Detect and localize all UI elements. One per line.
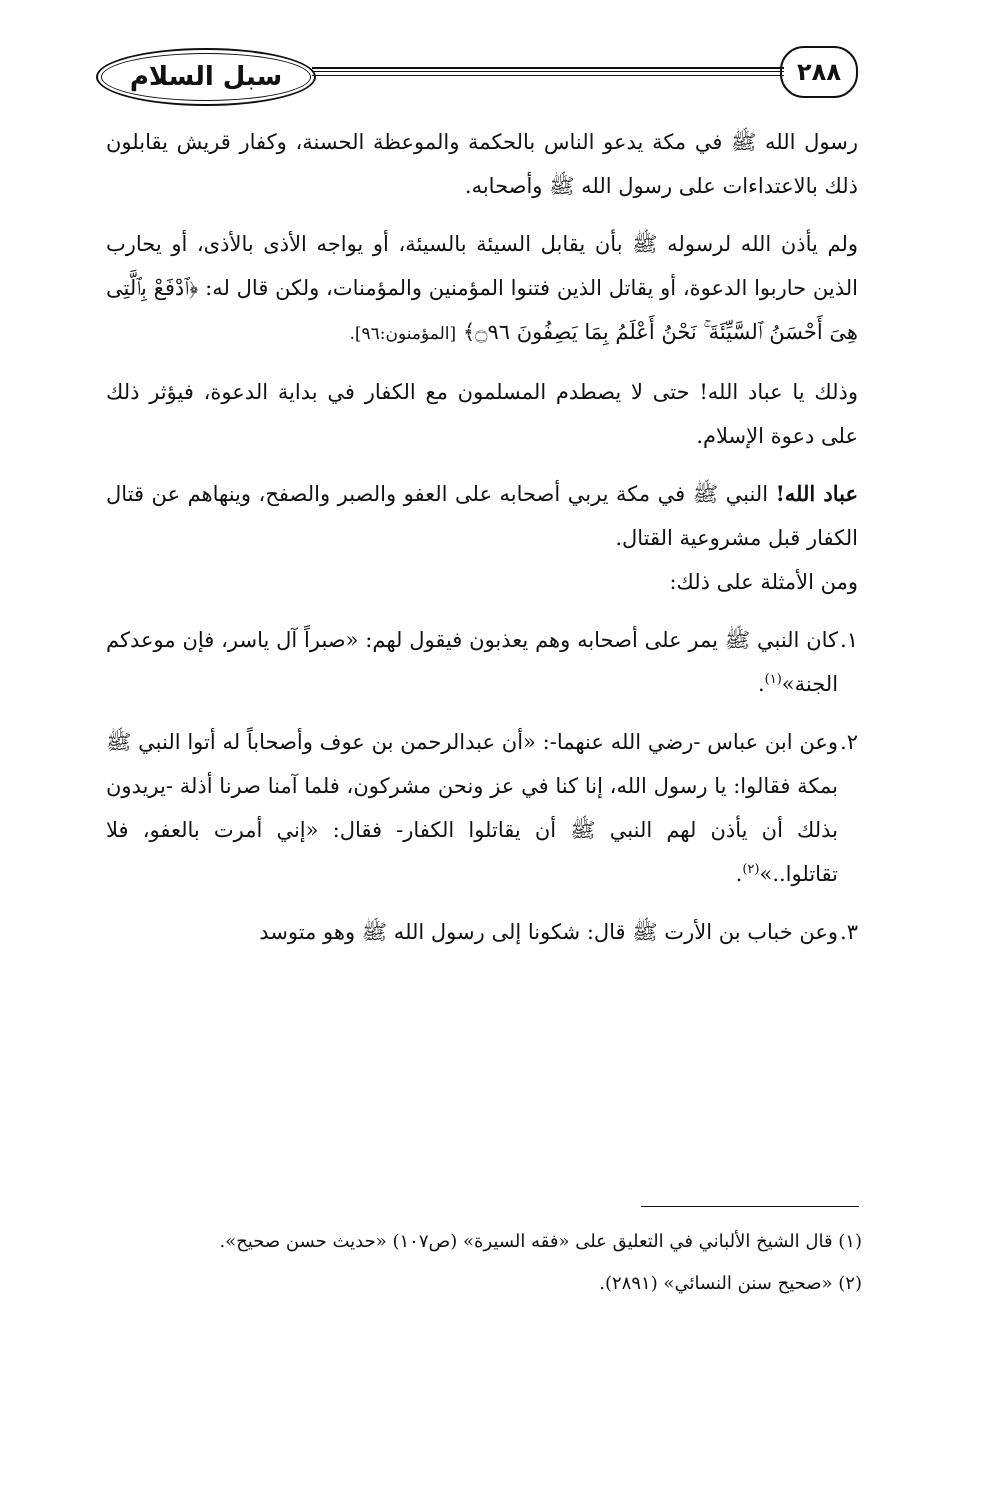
list-item-text: وعن ابن عباس -رضي الله عنهما-: «أن عبدالرحمن بن عوف وأصحاباً له أتوا النبي ﷺ بمكة فقالوا: يا رسول الله، إنا كنا في عز ونحن مشركون، فلما آمنا صرنا أذلة -يريدون بذلك أن يأذن لهم النبي ﷺ أن يقاتلوا الكفار- فقال: «إني أمرت بالعفو، فلا تقاتلوا..» [106, 730, 839, 886]
footnote-marker[interactable]: (٢) [742, 862, 760, 877]
paragraph: وذلك يا عباد الله! حتى لا يصطدم المسلمون مع الكفار في بداية الدعوة، فيؤثر ذلك على دعوة الإسلام. [106, 380, 858, 448]
paragraph [106, 222, 858, 356]
list-text [106, 618, 838, 706]
list-item-text: وعن خباب بن الأرت ﷺ قال: شكونا إلى رسول الله ﷺ وهو متوسد [259, 920, 839, 944]
list-item [106, 618, 858, 706]
footnote-separator [641, 1206, 859, 1207]
quran-verse: ﴿ٱدْفَعْ بِٱلَّتِى هِىَ أَحْسَنُ ٱلسَّيِّئَةَ ۚ نَحْنُ أَعْلَمُ بِمَا يَصِفُونَ ۝٩٦﴾ [106, 276, 858, 344]
list-item-text: كان النبي ﷺ يمر على أصحابه وهم يعذبون فيقول لهم: «صبراً آل ياسر، فإن موعدكم الجنة» [106, 628, 839, 696]
main-text [106, 120, 858, 968]
paragraph-text: النبي ﷺ في مكة يربي أصحابه على العفو والصبر والصفح، وينهاهم عن قتال الكفار قبل مشروعية القتال. [106, 482, 858, 550]
list-item [106, 720, 858, 896]
list-text [106, 720, 838, 896]
header-rule [312, 71, 784, 72]
paragraph: رسول الله ﷺ في مكة يدعو الناس بالحكمة والموعظة الحسنة، وكفار قريش يقابلون ذلك بالاعتداءات على رسول الله ﷺ وأصحابه. [106, 130, 858, 198]
book-title-oval [96, 48, 316, 106]
list-number: ١. [840, 628, 858, 652]
paragraph-text: ولم يأذن الله لرسوله ﷺ بأن يقابل السيئة بالسيئة، أو يواجه الأذى بالأذى، أو يحارب الذين حاربوا الدعوة، أو يقاتل الذين فتنوا المؤمنين والمؤمنات، ولكن قال له: [106, 232, 858, 300]
page-number: ٢٨٨ [797, 58, 841, 86]
list-item-tail: . [757, 672, 765, 696]
list-text [106, 910, 838, 954]
footnote: (٢) «صحيح سنن النسائي» (٢٨٩١). [599, 1273, 862, 1294]
paragraph: ومن الأمثلة على ذلك: [669, 570, 858, 594]
list-item [106, 910, 858, 954]
page-header [96, 40, 858, 114]
header-rule [312, 75, 784, 76]
footnote: (١) قال الشيخ الألباني في التعليق على «فقه السيرة» (ص١٠٧) «حديث حسن صحيح». [219, 1231, 862, 1252]
paragraph [106, 472, 858, 560]
footnote-marker[interactable]: (١) [764, 672, 782, 687]
list-item-tail: . [735, 862, 743, 886]
page-number-badge [780, 46, 858, 98]
list-number: ٢. [840, 730, 858, 754]
book-title: سبل السلام [129, 62, 283, 92]
verse-reference: [المؤمنون:٩٦]. [349, 324, 457, 344]
footnotes [112, 1224, 862, 1308]
paragraph-lead: عباد الله! [775, 481, 858, 506]
header-rule [312, 67, 784, 69]
list-number: ٣. [840, 920, 858, 944]
